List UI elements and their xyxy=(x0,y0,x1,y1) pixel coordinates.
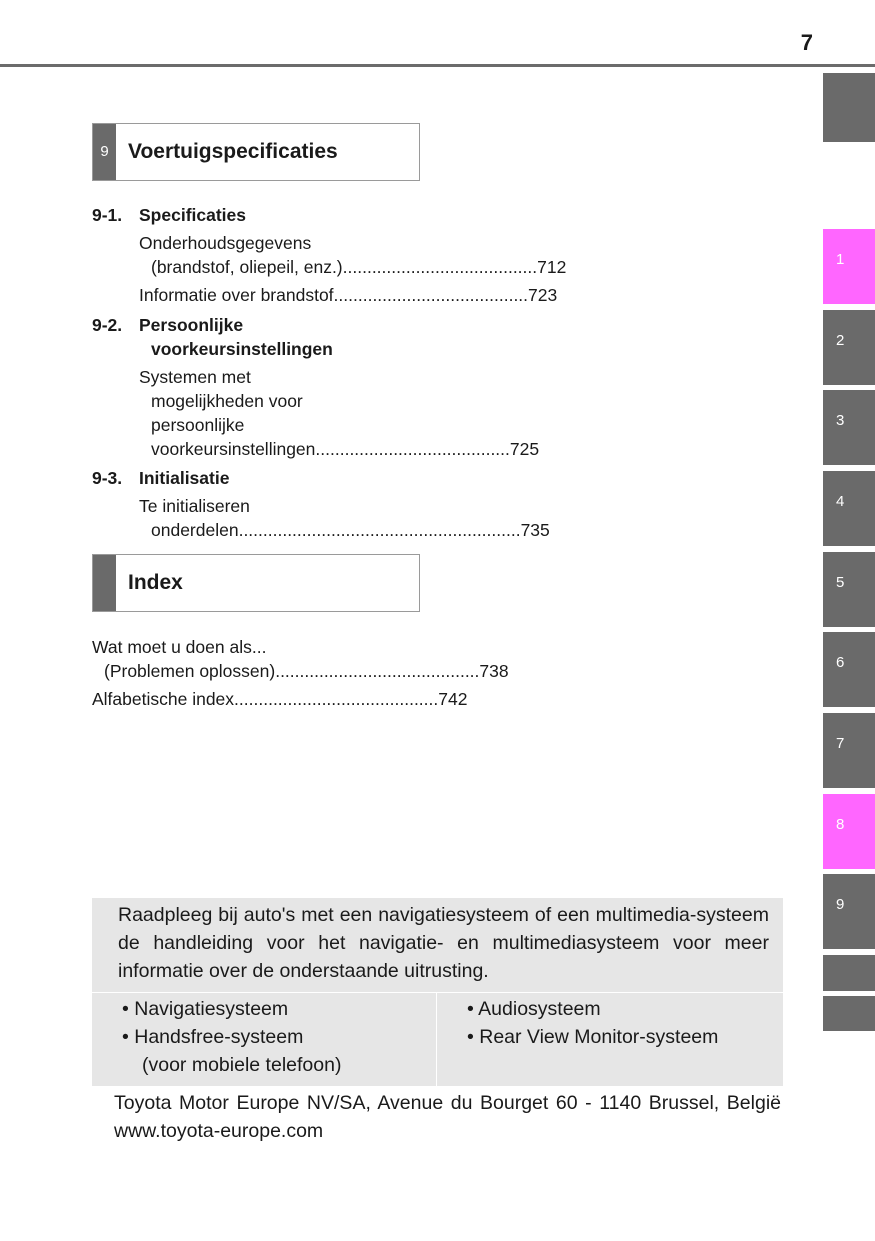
toc-entry[interactable]: onderdelen .......................................................... 735 xyxy=(151,520,550,540)
section-marker xyxy=(93,555,116,611)
chapter-tab-4[interactable]: 4 xyxy=(823,471,875,546)
index-section-header xyxy=(92,554,420,612)
toc-entry[interactable]: voorkeursinstellingen ........................................ 725 xyxy=(151,439,540,459)
bullet-item: • Rear View Monitor-systeem xyxy=(467,1026,719,1048)
page-number: 7 xyxy=(800,30,813,55)
bullet-item: • Navigatiesysteem xyxy=(122,998,289,1020)
subsection-title-cont[interactable]: voorkeursinstellingen xyxy=(151,339,333,359)
chapter-tab-6[interactable]: 6 xyxy=(823,632,875,707)
page-ref: 725 xyxy=(509,439,540,459)
chapter-tab-3[interactable]: 3 xyxy=(823,390,875,465)
toc-entry-text[interactable]: Te initialiseren xyxy=(139,496,250,516)
chapter-tab-5[interactable]: 5 xyxy=(823,552,875,627)
subsection-title[interactable]: Initialisatie xyxy=(139,468,230,488)
toc-entry-text[interactable]: Systemen met xyxy=(139,367,251,387)
toc-entry[interactable]: Informatie over brandstof ........................................ 723 xyxy=(139,285,558,305)
chapter-tab-7[interactable]: 7 xyxy=(823,713,875,788)
toc-entry-text[interactable]: persoonlijke xyxy=(151,415,245,435)
subsection-title[interactable]: Specificaties xyxy=(139,205,246,225)
page-ref: 742 xyxy=(438,689,468,709)
page-ref: 723 xyxy=(528,285,558,305)
bullet-item: • Audiosysteem xyxy=(467,998,601,1020)
page-ref: 712 xyxy=(537,257,567,277)
info-box-column-divider xyxy=(436,992,437,1086)
toc-entry[interactable]: (brandstof, oliepeil, enz.) ........................................ 712 xyxy=(151,257,567,277)
subsection-number: 9-1. xyxy=(92,205,123,225)
page-ref: 735 xyxy=(520,520,550,540)
toc-entry[interactable]: Alfabetische index .......................................... 742 xyxy=(92,689,468,709)
info-box-divider xyxy=(92,992,783,993)
subsection-number: 9-3. xyxy=(92,468,123,488)
header-rule xyxy=(0,64,875,67)
subsection-number: 9-2. xyxy=(92,315,123,335)
chapter-tab-2[interactable]: 2 xyxy=(823,310,875,385)
chapter-tab-8[interactable]: 8 xyxy=(823,794,875,869)
chapter-tab-blank-a[interactable] xyxy=(823,955,875,991)
page-ref: 738 xyxy=(479,661,509,681)
chapter-tab-blank-top[interactable] xyxy=(823,73,875,142)
toc-entry-text[interactable]: Wat moet u doen als... xyxy=(92,637,267,657)
chapter-tab-9[interactable]: 9 xyxy=(823,874,875,949)
info-box-text: Raadpleeg bij auto's met een navigatiesysteem of een multimedia-systeem de handleiding voor het navigatie- en multimediasysteem voor meer informatie over de onderstaande uitrusting. xyxy=(118,904,769,982)
toc-entry-text[interactable]: mogelijkheden voor xyxy=(151,391,303,411)
toc-entry-text[interactable]: Onderhoudsgegevens xyxy=(139,233,312,253)
section-title: Index xyxy=(128,571,183,594)
chapter-tab-1[interactable]: 1 xyxy=(823,229,875,304)
section-title: Voertuigspecificaties xyxy=(128,140,338,163)
publisher-footer: Toyota Motor Europe NV/SA, Avenue du Bourget 60 - 1140 Brussel, België www.toyota-europe.com xyxy=(114,1092,781,1142)
toc-entry[interactable]: (Problemen oplossen) .......................................... 738 xyxy=(104,661,509,681)
chapter-tab-blank-b[interactable] xyxy=(823,996,875,1031)
section-9-header xyxy=(92,123,420,181)
bullet-item-cont: (voor mobiele telefoon) xyxy=(142,1054,342,1076)
bullet-item: • Handsfree-systeem xyxy=(122,1026,304,1048)
subsection-title[interactable]: Persoonlijke xyxy=(139,315,244,335)
section-number-marker: 9 xyxy=(93,124,116,180)
